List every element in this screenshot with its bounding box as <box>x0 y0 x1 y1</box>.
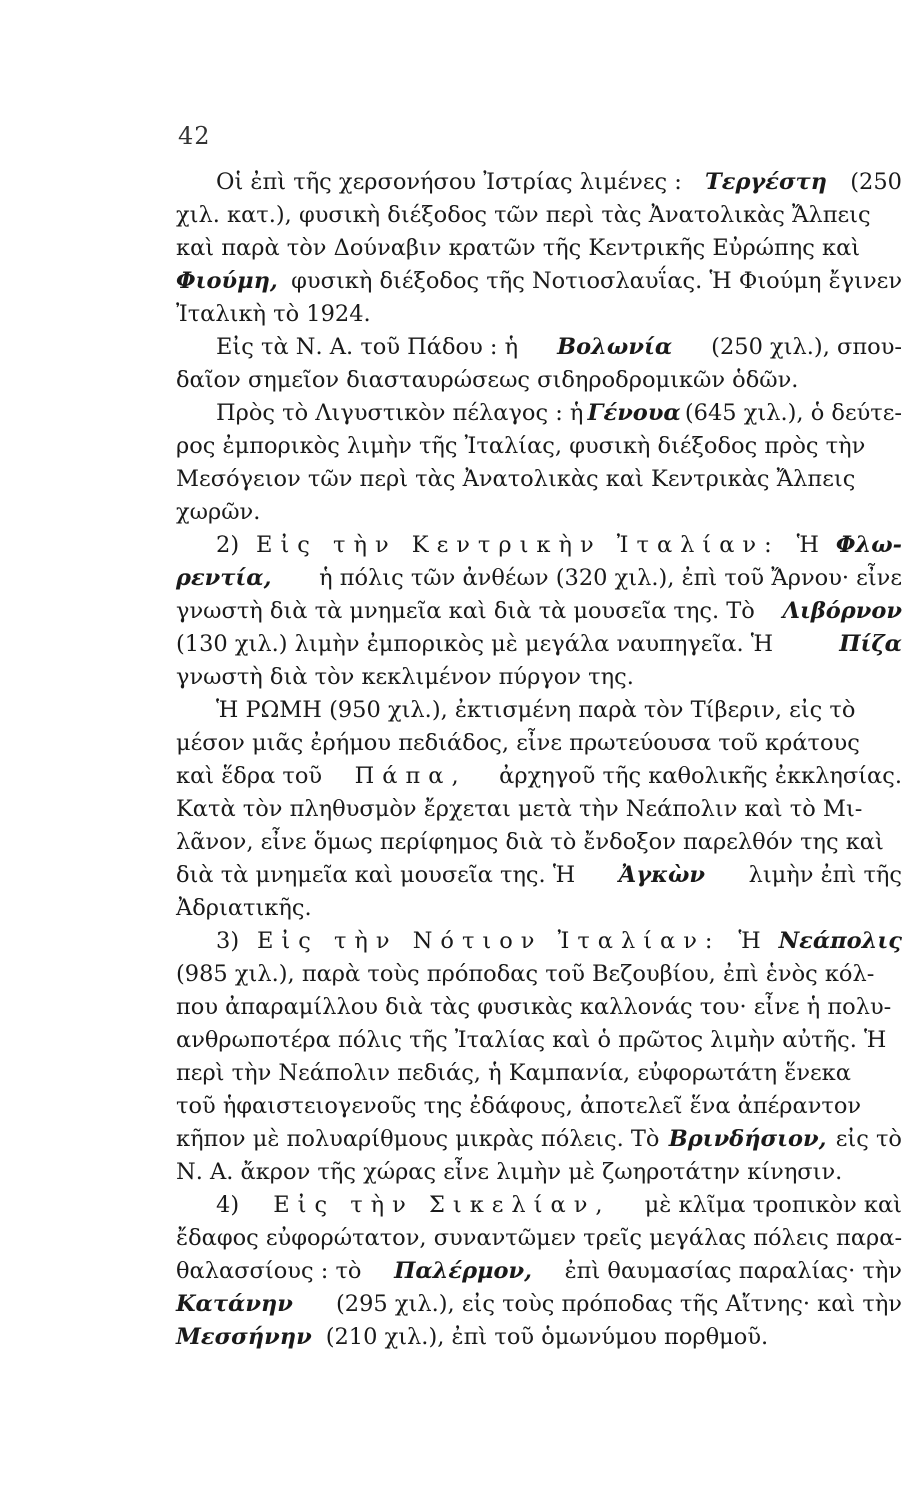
text-segment: χωρῶν. <box>176 499 261 525</box>
text-line <box>176 892 902 925</box>
text-line <box>176 1090 902 1123</box>
emphasized-place-name: Βολωνία <box>557 334 673 360</box>
text-line <box>176 628 902 661</box>
text-line <box>176 760 902 793</box>
text-segment: ἐπὶ θαυμασίας παραλίας· τὴν <box>564 1258 902 1284</box>
emphasized-place-name: ρεντία, <box>176 565 272 591</box>
text-segment: που ἀπαραμίλλου διὰ τὰς φυσικὰς καλλονάς του· εἶνε ἡ πολυ- <box>176 994 892 1020</box>
spaced-heading-text: Εἰς τὴν Σικελίαν, <box>273 1192 611 1218</box>
text-segment: περὶ τὴν Νεάπολιν πεδιάς, ἡ Καμπανία, εὐφορωτάτη ἕνεκα <box>176 1060 851 1086</box>
text-line <box>176 166 902 199</box>
text-segment: ρος ἐμπορικὸς λιμὴν τῆς Ἰταλίας, φυσικὴ διέξοδος πρὸς τὴν <box>176 433 866 459</box>
text-segment: (295 χιλ.), εἰς τοὺς πρόποδας τῆς Αἴτνης· καὶ τὴν <box>336 1291 902 1317</box>
text-line <box>176 727 902 760</box>
text-segment: Ἡ ΡΩΜΗ (950 χιλ.), ἐκτισμένη παρὰ τὸν Τίβεριν, εἰς τὸ <box>216 697 856 723</box>
text-line <box>176 925 902 958</box>
text-segment: λᾶνον, εἶνε ὅμως περίφημος διὰ τὸ ἔνδοξον παρελθόν της καὶ <box>176 829 884 855</box>
text-line <box>176 364 902 397</box>
text-line <box>176 397 902 430</box>
text-segment: Κατὰ τὸν πληθυσμὸν ἔρχεται μετὰ τὴν Νεάπολιν καὶ τὸ Μι- <box>176 796 863 822</box>
text-line <box>176 1321 902 1354</box>
text-line <box>176 859 902 892</box>
text-segment: κῆπον μὲ πολυαρίθμους μικρὰς πόλεις. Τὸ <box>176 1126 660 1152</box>
text-segment: Οἱ ἐπὶ τῆς χερσονήσου Ἰστρίας λιμένες : <box>216 169 682 195</box>
text-line <box>176 1057 902 1090</box>
text-line <box>176 793 902 826</box>
text-line <box>176 595 902 628</box>
text-line <box>176 496 902 529</box>
text-line <box>176 1288 902 1321</box>
text-segment: μὲ κλῖμα τροπικὸν καὶ <box>644 1192 902 1218</box>
text-line <box>176 1024 902 1057</box>
text-segment: (210 χιλ.), ἐπὶ τοῦ ὁμωνύμου πορθμοῦ. <box>325 1324 769 1350</box>
text-segment: Ἡ <box>796 532 819 558</box>
text-segment: (130 χιλ.) λιμὴν ἐμπορικὸς μὲ μεγάλα ναυπηγεῖα. Ἡ <box>176 631 774 657</box>
emphasized-place-name: Μεσσήνην <box>176 1324 312 1350</box>
text-segment: τοῦ ἡφαιστειογενοῦς της ἐδάφους, ἀποτελεῖ ἕνα ἀπέραντον <box>176 1093 862 1119</box>
text-line <box>176 991 902 1024</box>
text-segment: λιμὴν ἐπὶ τῆς <box>748 862 902 888</box>
text-segment: καὶ παρὰ τὸν Δούναβιν κρατῶν τῆς Κεντρικῆς Εὐρώπης καὶ <box>176 235 861 261</box>
text-segment: Ἀδριατικῆς. <box>176 895 312 921</box>
text-segment: Ν. Α. ἄκρον τῆς χώρας εἶνε λιμὴν μὲ ζωηροτάτην κίνησιν. <box>176 1159 843 1185</box>
text-segment: ἀρχηγοῦ τῆς καθολικῆς ἐκκλησίας. <box>499 763 902 789</box>
text-segment: ἔδαφος εὐφορώτατον, συναντῶμεν τρεῖς μεγάλας πόλεις παρα- <box>176 1225 903 1251</box>
text-segment: δαῖον σημεῖον διασταυρώσεως σιδηροδρομικῶν ὁδῶν. <box>176 367 799 393</box>
spaced-heading-text: Εἰς τὴν Κεντρικὴν Ἰταλίαν: <box>256 532 780 558</box>
text-segment: (645 χιλ.), ὁ δεύτε- <box>684 400 902 426</box>
text-segment: ανθρωποτέρα πόλις τῆς Ἰταλίας καὶ ὁ πρῶτος λιμὴν αὐτῆς. Ἡ <box>176 1027 887 1053</box>
text-segment: Εἰς τὰ Ν. Α. τοῦ Πάδου : ἡ <box>216 334 519 360</box>
text-segment: 3) <box>216 928 240 954</box>
text-segment: θαλασσίους : τὸ <box>176 1258 362 1284</box>
text-line <box>176 694 902 727</box>
text-segment: (250 <box>850 169 902 195</box>
emphasized-place-name: Τεργέστη <box>705 169 828 195</box>
text-segment: καὶ ἕδρα τοῦ <box>176 763 323 789</box>
text-segment: Μεσόγειον τῶν περὶ τὰς Ἀνατολικὰς καὶ Κεντρικὰς Ἄλπεις <box>176 466 856 492</box>
text-segment: 4) <box>216 1192 240 1218</box>
emphasized-place-name: Παλέρμον, <box>394 1258 532 1284</box>
text-line <box>176 1189 902 1222</box>
text-segment: διὰ τὰ μνημεῖα καὶ μουσεῖα της. Ἡ <box>176 862 576 888</box>
text-segment: εἰς τὸ <box>835 1126 902 1152</box>
text-segment: ἡ πόλις τῶν ἀνθέων (320 χιλ.), ἐπὶ τοῦ Ἄρνου· εἶνε <box>319 565 902 591</box>
emphasized-place-name: Λιβόρνον <box>782 598 902 624</box>
emphasized-place-name: Κατάνην <box>176 1291 293 1317</box>
text-segment: γνωστὴ διὰ τὸν κεκλιμένον πύργον της. <box>176 664 634 690</box>
text-line <box>176 826 902 859</box>
body-text <box>176 166 902 1354</box>
text-line <box>176 1222 902 1255</box>
emphasized-place-name: Νεάπολις <box>778 928 902 954</box>
text-line <box>176 430 902 463</box>
text-line <box>176 1255 902 1288</box>
text-line <box>176 1123 902 1156</box>
text-line <box>176 562 902 595</box>
text-segment: μέσον μιᾶς ἐρήμου πεδιάδος, εἶνε πρωτεύουσα τοῦ κράτους <box>176 730 860 756</box>
text-segment: Ἡ <box>738 928 761 954</box>
emphasized-place-name: Βρινδήσιον, <box>668 1126 827 1152</box>
text-line <box>176 1156 902 1189</box>
text-line <box>176 232 902 265</box>
text-segment: φυσικὴ διέξοδος τῆς Νοτιοσλαυΐας. Ἡ Φιούμη ἔγινεν <box>291 268 902 294</box>
text-segment: Ἰταλικὴ τὸ 1924. <box>176 301 371 327</box>
text-line <box>176 298 902 331</box>
text-segment: (250 χιλ.), σπου- <box>711 334 902 360</box>
emphasized-place-name: Φιούμη, <box>176 268 278 294</box>
emphasized-place-name: Ἀγκὼν <box>618 862 705 888</box>
spaced-heading-text: Εἰς τὴν Νότιον Ἰταλίαν: <box>256 928 721 954</box>
text-line <box>176 463 902 496</box>
emphasized-place-name: Φλω- <box>835 532 902 558</box>
emphasized-place-name: Γένουα <box>587 400 681 426</box>
text-segment: 2) <box>216 532 240 558</box>
emphasized-place-name: Πίζα <box>839 631 902 657</box>
text-segment: Πρὸς τὸ Λιγυστικὸν πέλαγος : ἡ <box>216 400 584 426</box>
text-line <box>176 529 902 562</box>
text-segment: (985 χιλ.), παρὰ τοὺς πρόποδας τοῦ Βεζουβίου, ἐπὶ ἑνὸς κόλ- <box>176 961 875 987</box>
text-line <box>176 661 902 694</box>
spaced-heading-text: Πάπα, <box>354 763 467 789</box>
page-number: 42 <box>178 122 211 150</box>
text-line <box>176 958 902 991</box>
text-line <box>176 265 902 298</box>
text-line <box>176 331 902 364</box>
text-line <box>176 199 902 232</box>
text-segment: γνωστὴ διὰ τὰ μνημεῖα καὶ διὰ τὰ μουσεῖα της. Τὸ <box>176 598 755 624</box>
text-segment: χιλ. κατ.), φυσικὴ διέξοδος τῶν περὶ τὰς Ἀνατολικὰς Ἄλπεις <box>176 202 871 228</box>
